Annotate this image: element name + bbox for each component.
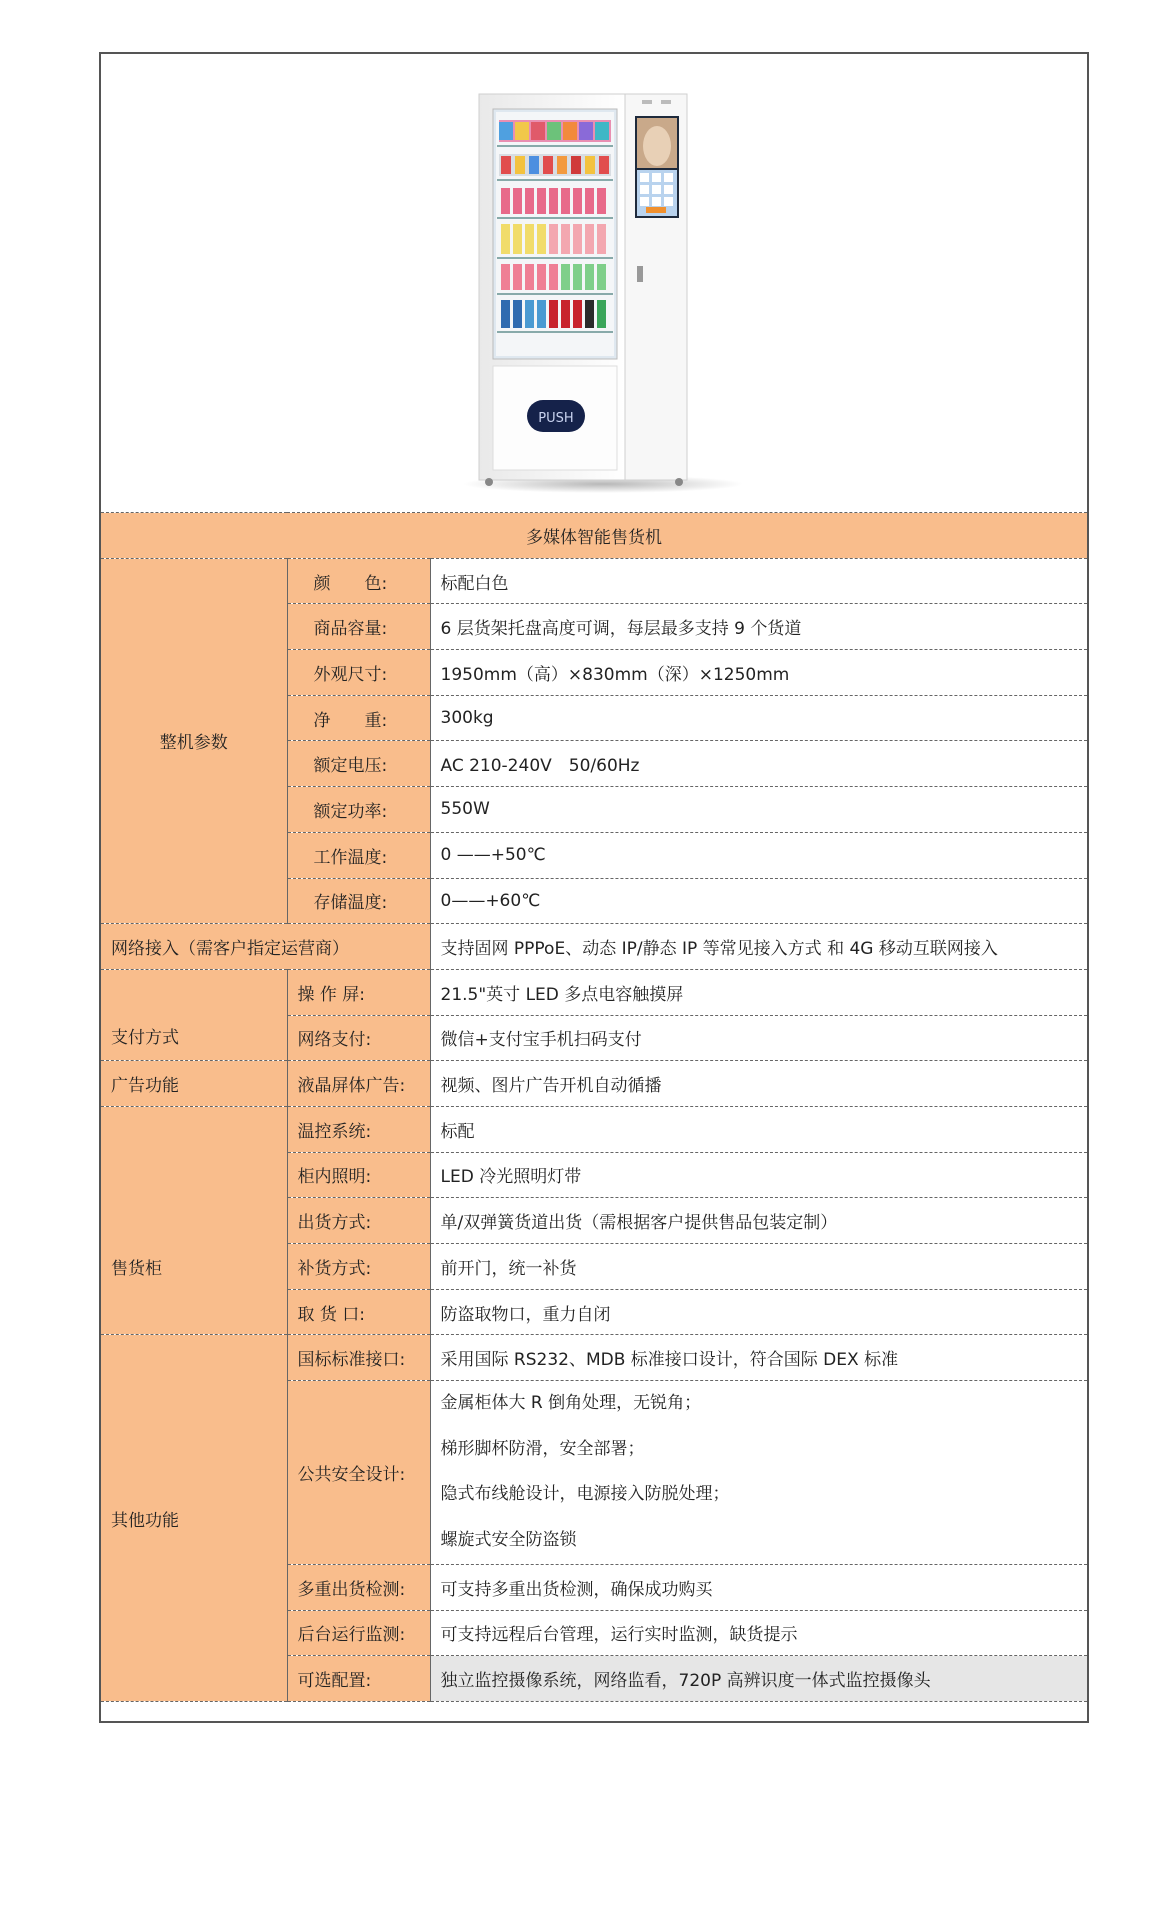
row-value: 视频、图片广告开机自动循播 bbox=[430, 1061, 1087, 1107]
row-label: 公共安全设计: bbox=[287, 1381, 430, 1565]
safety-line: 螺旋式安全防盗锁 bbox=[440, 1530, 577, 1551]
row-label: 后台运行监测: bbox=[287, 1610, 430, 1656]
vending-machine-image bbox=[101, 54, 1087, 512]
row-label: 补货方式: bbox=[287, 1244, 430, 1290]
row-label: 存储温度: bbox=[287, 878, 430, 924]
row-value: 标配 bbox=[430, 1106, 1087, 1152]
row-label: 网络支付: bbox=[287, 1015, 430, 1061]
table-row bbox=[101, 1335, 1087, 1381]
group-other: 其他功能 bbox=[101, 1335, 287, 1702]
group-cabinet: 售货柜 bbox=[101, 1106, 287, 1334]
row-label: 额定功率: bbox=[287, 787, 430, 833]
row-value: 0——+60℃ bbox=[430, 878, 1087, 924]
row-label: 外观尺寸: bbox=[287, 650, 430, 696]
push-label: PUSH bbox=[538, 411, 574, 426]
table-title: 多媒体智能售货机 bbox=[101, 513, 1087, 559]
push-door-button bbox=[527, 400, 585, 432]
table-row bbox=[101, 1106, 1087, 1152]
row-label: 额定电压: bbox=[287, 741, 430, 787]
row-value: 标配白色 bbox=[430, 558, 1087, 604]
table-row bbox=[101, 1061, 1087, 1107]
row-value: 300kg bbox=[430, 695, 1087, 741]
row-label: 出货方式: bbox=[287, 1198, 430, 1244]
group-network: 网络接入（需客户指定运营商） bbox=[101, 924, 430, 970]
safety-line: 金属柜体大 R 倒角处理，无锐角； bbox=[440, 1393, 702, 1414]
row-value: 微信+支付宝手机扫码支付 bbox=[430, 1015, 1087, 1061]
row-value: 采用国际 RS232、MDB 标准接口设计，符合国际 DEX 标准 bbox=[430, 1335, 1087, 1381]
row-value: 1950mm（高）×830mm（深）×1250mm bbox=[430, 650, 1087, 696]
row-value: 550W bbox=[430, 787, 1087, 833]
row-label: 净 重: bbox=[287, 695, 430, 741]
row-label: 温控系统: bbox=[287, 1106, 430, 1152]
row-label: 工作温度: bbox=[287, 832, 430, 878]
row-label: 多重出货检测: bbox=[287, 1564, 430, 1610]
row-label: 液晶屏体广告: bbox=[287, 1061, 430, 1107]
table-row bbox=[101, 924, 1087, 970]
row-value: 0 ——+50℃ bbox=[430, 832, 1087, 878]
spec-sheet bbox=[99, 52, 1089, 1723]
table-row bbox=[101, 969, 1087, 1015]
table-row bbox=[101, 558, 1087, 604]
row-value: 单/双弹簧货道出货（需根据客户提供售品包装定制） bbox=[430, 1198, 1087, 1244]
row-value: 6 层货架托盘高度可调，每层最多支持 9 个货道 bbox=[430, 604, 1087, 650]
row-value-multiline bbox=[430, 1381, 1087, 1565]
row-label: 商品容量: bbox=[287, 604, 430, 650]
safety-line: 梯形脚杯防滑，安全部署； bbox=[440, 1438, 645, 1459]
spec-table bbox=[101, 512, 1087, 1702]
group-ads: 广告功能 bbox=[101, 1061, 287, 1107]
row-value: AC 210-240V 50/60Hz bbox=[430, 741, 1087, 787]
row-value: 独立监控摄像系统，网络监看，720P 高辨识度一体式监控摄像头 bbox=[430, 1656, 1087, 1702]
touch-screen bbox=[635, 116, 679, 218]
group-whole: 整机参数 bbox=[101, 558, 287, 924]
row-label: 操 作 屏: bbox=[287, 969, 430, 1015]
row-value: 可支持远程后台管理，运行实时监测，缺货提示 bbox=[430, 1610, 1087, 1656]
row-value: 可支持多重出货检测，确保成功购买 bbox=[430, 1564, 1087, 1610]
row-label: 柜内照明: bbox=[287, 1152, 430, 1198]
safety-line: 隐式布线舱设计，电源接入防脱处理； bbox=[440, 1484, 730, 1505]
row-value: LED 冷光照明灯带 bbox=[430, 1152, 1087, 1198]
row-label: 国标标准接口: bbox=[287, 1335, 430, 1381]
row-label: 可选配置: bbox=[287, 1656, 430, 1702]
group-payment: 支付方式 bbox=[101, 969, 287, 1060]
row-value: 防盗取物口，重力自闭 bbox=[430, 1289, 1087, 1335]
row-value: 前开门，统一补货 bbox=[430, 1244, 1087, 1290]
row-label: 颜 色: bbox=[287, 558, 430, 604]
row-value: 21.5"英寸 LED 多点电容触摸屏 bbox=[430, 969, 1087, 1015]
row-label: 取 货 口: bbox=[287, 1289, 430, 1335]
row-value: 支持固网 PPPoE、动态 IP/静态 IP 等常见接入方式 和 4G 移动互联网接入 bbox=[430, 924, 1087, 970]
